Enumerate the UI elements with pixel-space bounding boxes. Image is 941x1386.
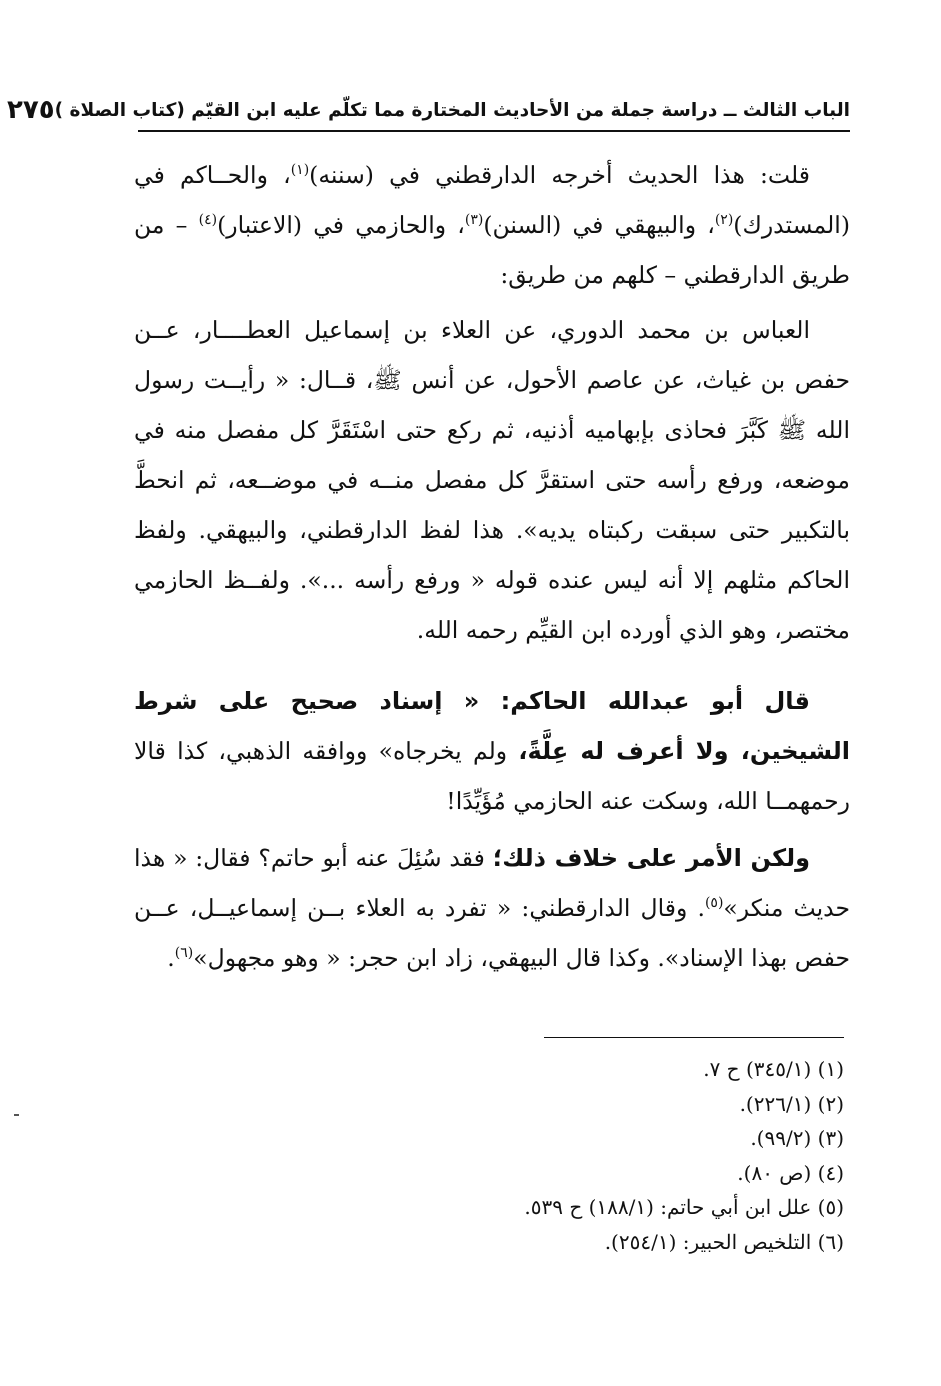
footnote-item: (٢) (٢٢٦/١). (739, 1091, 844, 1116)
scan-margin-mark (14, 1114, 19, 1116)
paragraph-text: ، والحــاكم في (المستدرك) (134, 161, 851, 239)
paragraph-hakim-verdict (134, 676, 850, 826)
page-number: ٢٧٥ (7, 95, 55, 125)
running-header (7, 92, 850, 128)
footnote-item: (٣) (٩٩/٢). (750, 1126, 844, 1150)
bold-lead-text: قال أبو عبدالله الحاكم: « إسناد صحيح على شرط الشيخين، ولا أعرف له عِلَّةً، (134, 687, 850, 765)
header-rule (138, 130, 850, 132)
paragraph-text: ، والحازمي في (الاعتبار) (217, 211, 465, 239)
paragraph-text: العباس بن محمد الدوري، عن العلاء بن إسماعيل العطــــار، عــن حفص بن غياث، عن عاصم الأحول، عن أنس ﷺ، قــال: « رأيــت رسول الله ﷺ كَبَّرَ فحاذى بإبهاميه أذنيه، ثم ركع حتى اسْتَقَرَّ كل مفصل منه في موضعه، ورفع رأسه حتى استقرَّ كل مفصل منــه في موضــعه، ثم انحطَّ بالتكبير حتى سبقت ركبتاه يديه». هذا لفظ الدارقطني، والبيهقي. ولفظ الحاكم مثلهم إلا أنه ليس عنده قوله « ورفع رأسه ...». ولفــظ الحازمي مختصر، وهو الذي أورده ابن القيِّم رحمه الله. (134, 316, 850, 644)
paragraph-text: . وقال الدارقطني: « تفرد به العلاء بــن إسماعيــل، عــن حفص بهذا الإسناد». وكذا قال البيهقي، زاد ابن حجر: « وهو مجهول» (134, 894, 850, 972)
paragraph-text: فقد سُئِلَ عنه أبو حاتم؟ فقال: « هذا حديث منكر» (134, 844, 851, 922)
paragraph-critique (134, 833, 850, 983)
footnote-ref: (٢) (714, 212, 734, 229)
paragraph-sources (134, 150, 850, 300)
bold-lead-text: ولكن الأمر على خلاف ذلك؛ (492, 844, 811, 872)
footnote-item: (٥) علل ابن أبي حاتم: (١٨٨/١) ح ٥٣٩. (524, 1195, 844, 1219)
footnote-ref: (٥) (704, 895, 724, 912)
footnote-ref: (٦) (174, 945, 194, 962)
paragraph-text: ولم يخرجاه» ووافقه الذهبي، كذا قالا رحمهمــا الله، وسكت عنه الحازمي مُؤَيِّدًا! (134, 737, 850, 815)
paragraph-text: قلت: هذا الحديث أخرجه الدارقطني في (سننه) (309, 161, 811, 189)
footnote-ref: (٤) (198, 212, 218, 229)
paragraph-hadith-chain (134, 305, 850, 655)
footnote-item: (٤) (ص ٨٠). (737, 1160, 844, 1185)
footnote-item: (٦) التلخيص الحبير: (٢٥٤/١). (604, 1229, 844, 1254)
footnote-item: (١) (٣٤٥/١) ح ٧. (703, 1057, 844, 1081)
footnote-ref: (٣) (464, 212, 484, 229)
footnote-separator (544, 1037, 844, 1038)
footnote-ref: (١) (290, 162, 310, 179)
paragraph-text: – من طريق الدارقطني – كلهم من طريق: (134, 211, 850, 289)
paragraph-text: . (167, 944, 175, 972)
paragraph-text: ، والبيهقي في (السنن) (483, 211, 715, 239)
chapter-title: الباب الثالث ــ دراسة جملة من الأحاديث المختارة مما تكلّم عليه ابن القيّم (كتاب الصلاة ) (54, 99, 850, 121)
footnotes-list (344, 1052, 844, 1259)
